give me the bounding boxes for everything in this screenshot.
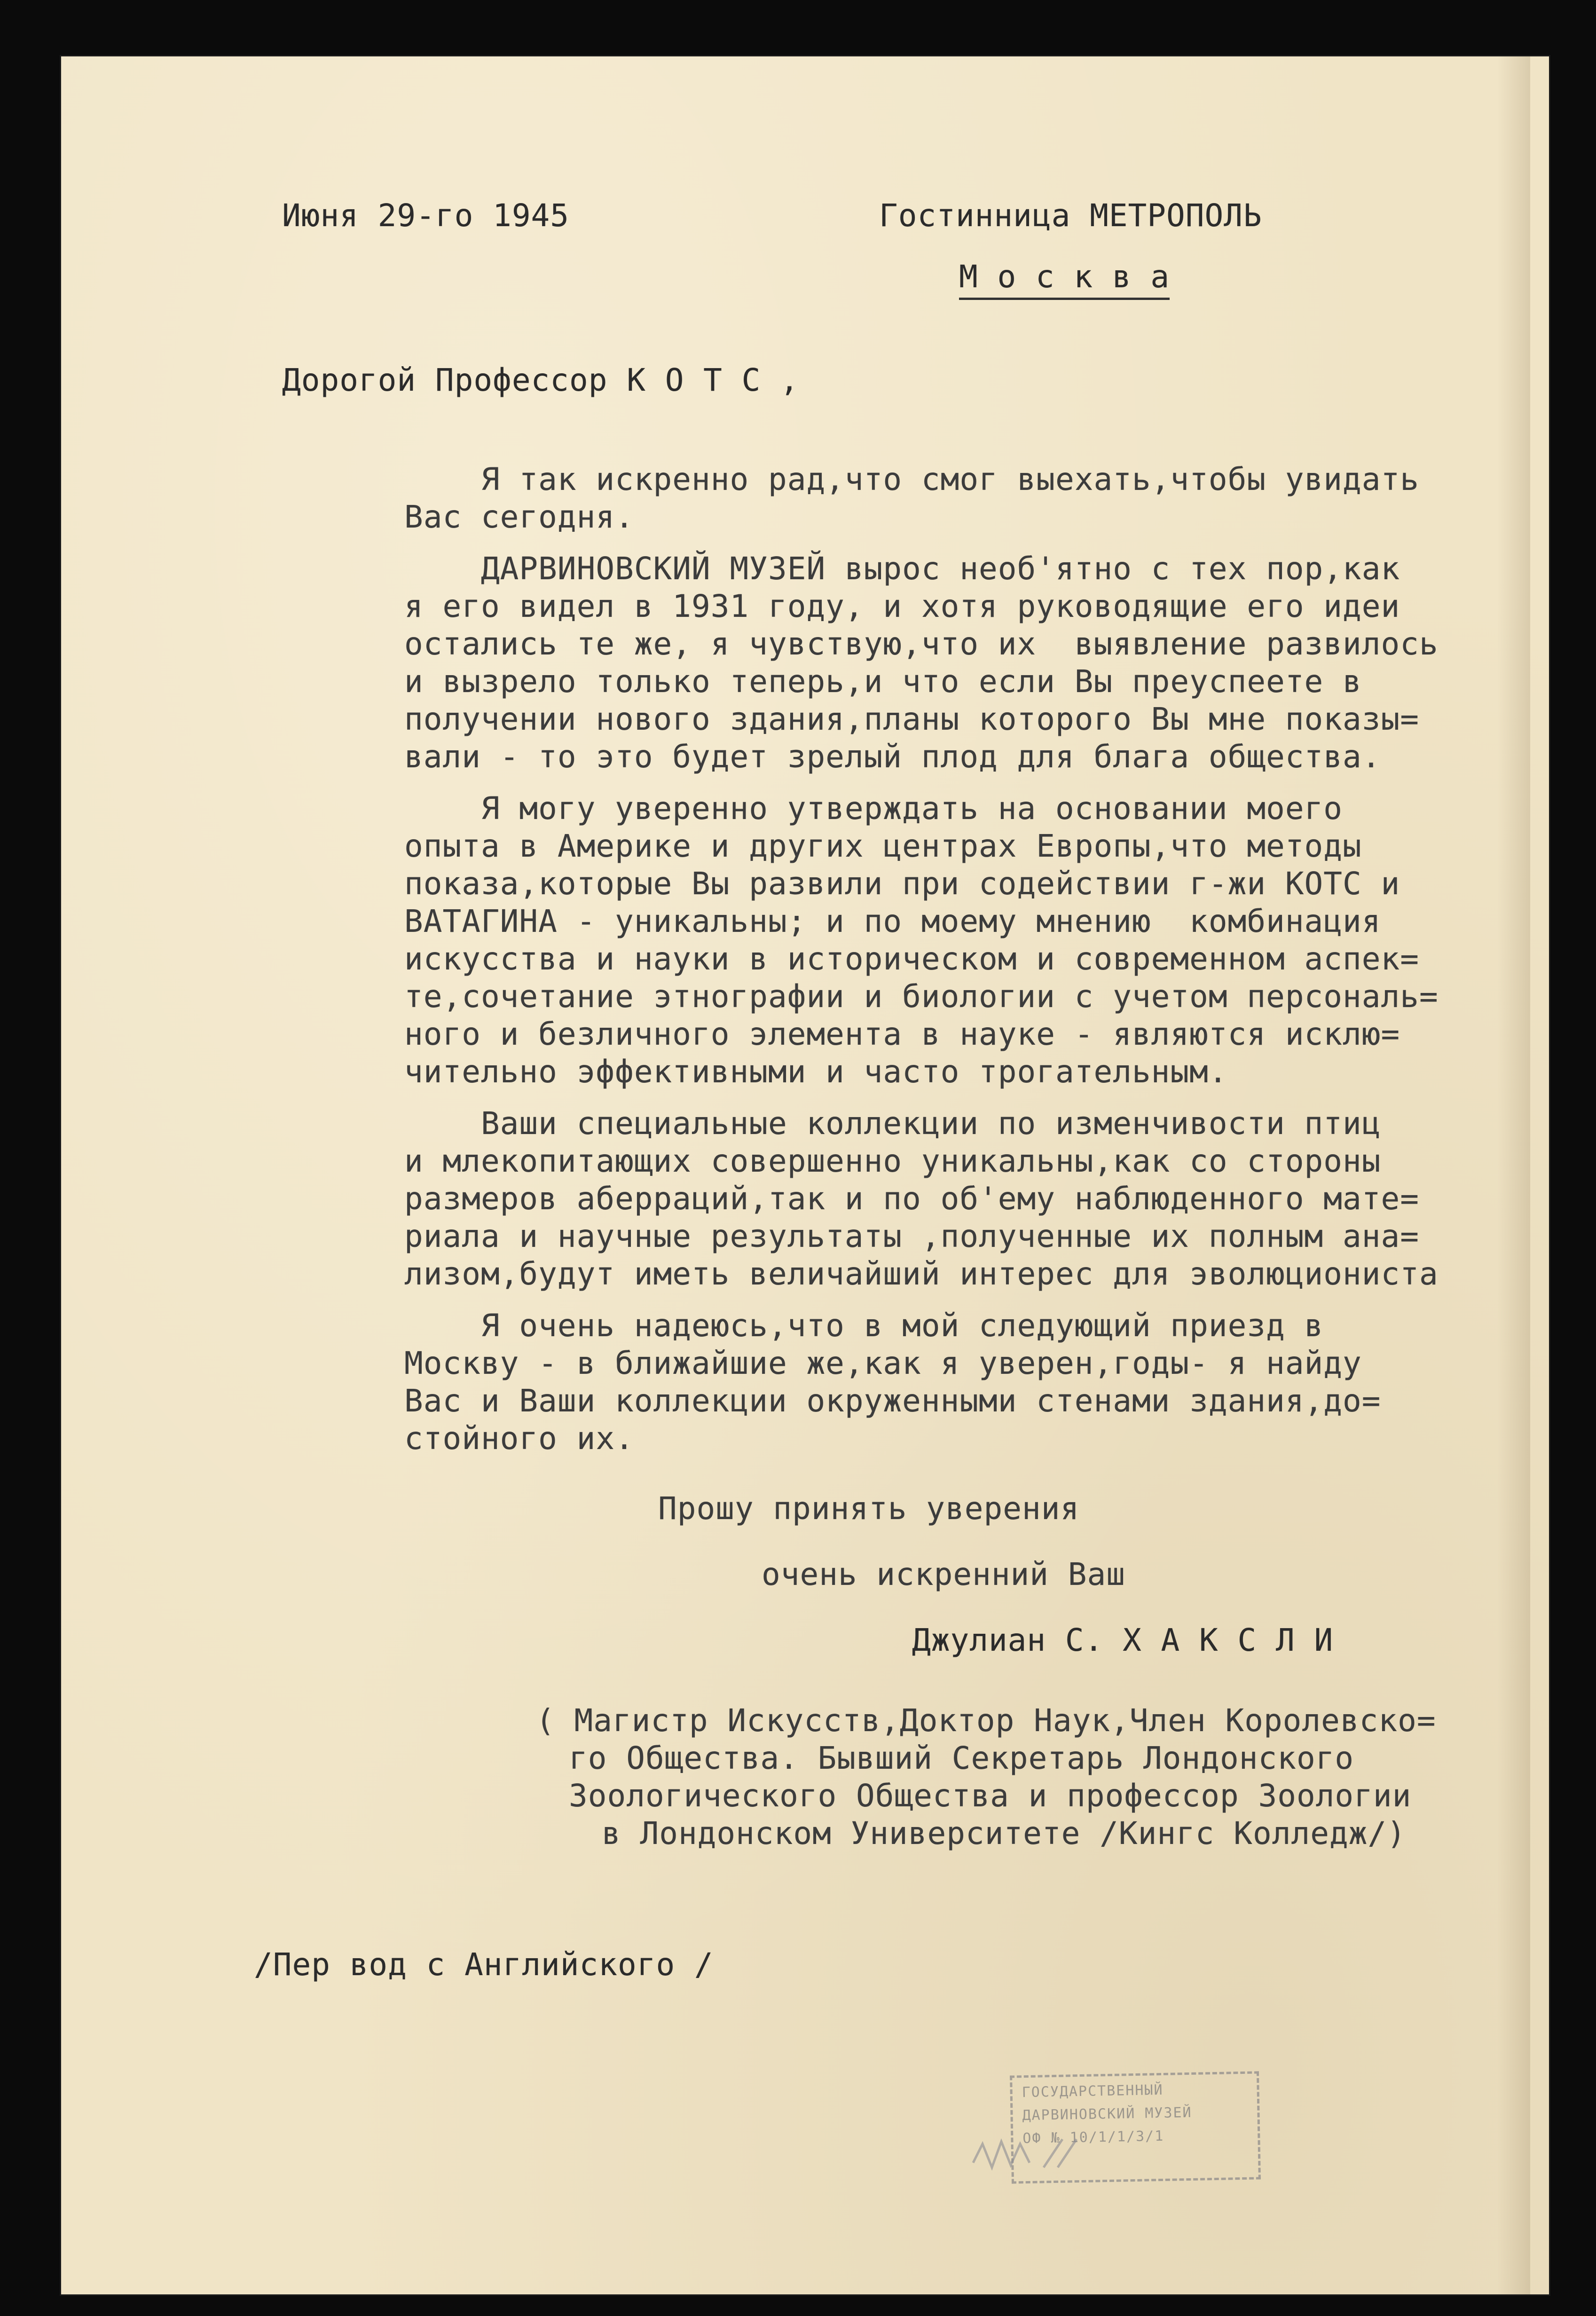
paragraph-3-line-5: искусства и науки в историческом и современном аспек= (404, 941, 1419, 977)
credentials-line-1: ( Магистр Искусств,Доктор Наук,Член Королевско= (536, 1702, 1436, 1739)
closing-line-1: Прошу принять уверения (658, 1490, 1080, 1527)
stamp-line-3: ОФ № 10/1/1/3/1 (1022, 2127, 1164, 2147)
paragraph-2-line-3: остались те же, я чувствую,что их выявление развилось (404, 626, 1439, 662)
paragraph-3-line-8: чительно эффективными и часто трогательным. (404, 1054, 1228, 1090)
signature-name: Джулиан С. Х А К С Л И (912, 1622, 1334, 1658)
paragraph-5-line-2: Москву - в ближайшие же,как я уверен,годы- я найду (404, 1345, 1362, 1381)
paragraph-5-line-3: Вас и Ваши коллекции окруженными стенами здания,до= (404, 1383, 1381, 1419)
paragraph-1-line-2: Вас сегодня. (404, 499, 634, 535)
paragraph-4-line-5: лизом,будут иметь величайший интерес для эволюциониста (404, 1256, 1439, 1292)
paragraph-2-line-2: я его видел в 1931 году, и хотя руководящие его идеи (404, 588, 1400, 624)
letter-date: Июня 29-го 1945 (282, 197, 570, 234)
credentials-line-3: Зоологического Общества и профессор Зоологии (569, 1778, 1412, 1814)
paragraph-4-line-1: Ваши специальные коллекции по изменчивости птиц (404, 1105, 1381, 1142)
paragraph-3-line-7: ного и безличного элемента в науке - являются исклю= (404, 1016, 1400, 1052)
paragraph-3-line-3: показа,которые Вы развили при содействии г-жи КОТС и (404, 866, 1400, 902)
paragraph-3-line-2: опыта в Америке и других центрах Европы,что методы (404, 828, 1362, 864)
paragraph-4-line-4: риала и научные результаты ,полученные их полным ана= (404, 1218, 1419, 1254)
closing-line-2: очень искренний Ваш (762, 1556, 1125, 1592)
letter-salutation: Дорогой Профессор К О Т С , (282, 362, 799, 398)
translation-note: /Пер вод с Английского / (254, 1946, 714, 1983)
stamp-line-2: ДАРВИНОВСКИЙ МУЗЕЙ (1022, 2104, 1192, 2124)
letter-city: М о с к в а (959, 259, 1170, 300)
paragraph-4-line-3: размеров аберраций,так и по об'ему наблюденного мате= (404, 1181, 1419, 1217)
paper-edge-shadow (1497, 56, 1530, 2294)
paragraph-1-line-1: Я так искренно рад,что смог выехать,чтобы увидать (404, 461, 1419, 497)
credentials-line-2: го Общества. Бывший Секретарь Лондонского (569, 1740, 1354, 1776)
credentials-line-4: в Лондонском Университете /Кингс Колледж/) (602, 1815, 1406, 1851)
paragraph-4-line-2: и млекопитающих совершенно уникальны,как со стороны (404, 1143, 1381, 1179)
paragraph-5-line-4: стойного их. (404, 1420, 634, 1457)
paragraph-3-line-6: те,сочетание этнографии и биологии с учетом персональ= (404, 978, 1439, 1015)
letter-hotel: Гостинница МЕТРОПОЛЬ (879, 197, 1262, 234)
handwritten-scrawl-icon (968, 2125, 1203, 2182)
paragraph-3-line-1: Я могу уверенно утверждать на основании моего (404, 790, 1343, 827)
paragraph-2-line-4: и вызрело только теперь,и что если Вы преуспеете в (404, 663, 1362, 700)
paragraph-5-line-1: Я очень надеюсь,что в мой следующий приезд в (404, 1308, 1324, 1344)
paragraph-2-line-1: ДАРВИНОВСКИЙ МУЗЕЙ вырос необ'ятно с тех пор,как (404, 551, 1400, 587)
paragraph-3-line-4: ВАТАГИНА - уникальны; и по моему мнению комбинация (404, 903, 1381, 939)
paragraph-2-line-5: получении нового здания,планы которого Вы мне показы= (404, 701, 1419, 737)
paragraph-2-line-6: вали - то это будет зрелый плод для блага общества. (404, 739, 1381, 775)
stamp-line-1: ГОСУДАРСТВЕННЫЙ (1022, 2081, 1164, 2101)
